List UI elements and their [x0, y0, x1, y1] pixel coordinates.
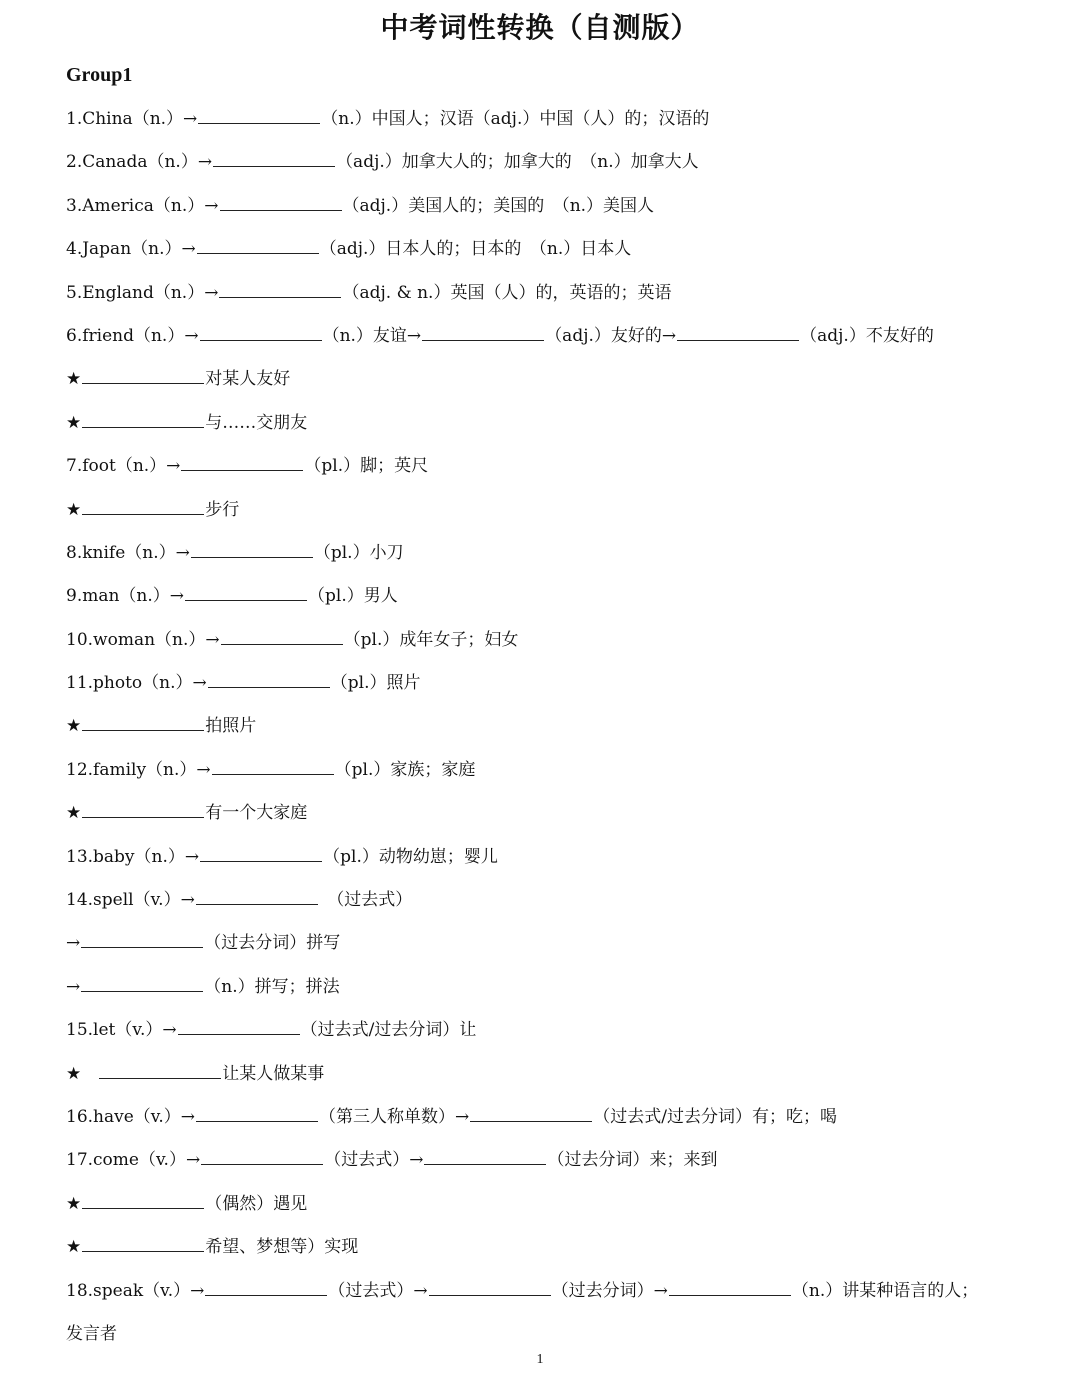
exercise-line	[66, 1053, 1056, 1096]
exercise-line	[66, 98, 1056, 141]
line-text: 13.baby（n.）→	[66, 846, 200, 867]
line-text: （adj.）友好的→	[545, 325, 677, 346]
line-text: （过去分词）来；来到	[547, 1150, 718, 1171]
line-text: （pl.）男人	[308, 586, 398, 607]
answer-blank[interactable]	[99, 1062, 221, 1079]
line-text: 4.Japan（n.）→	[66, 239, 196, 260]
line-text: ★	[66, 1237, 82, 1258]
exercise-line	[66, 922, 1056, 965]
answer-blank[interactable]	[82, 1192, 204, 1209]
answer-blank[interactable]	[221, 628, 343, 645]
exercise-line	[66, 445, 1056, 488]
group-title: Group1	[66, 64, 133, 86]
answer-blank[interactable]	[185, 584, 307, 601]
exercise-line	[66, 315, 1056, 358]
answer-blank[interactable]	[200, 324, 322, 341]
answer-blank[interactable]	[429, 1279, 551, 1296]
answer-blank[interactable]	[197, 237, 319, 254]
line-text: （pl.）脚；英尺	[304, 456, 429, 477]
line-text: （pl.）成年女子；妇女	[343, 629, 519, 650]
line-text: 7.foot（n.）→	[66, 456, 181, 477]
line-text: （pl.）家族；家庭	[334, 759, 476, 780]
line-text: ★	[66, 499, 82, 520]
exercise-line	[66, 705, 1056, 748]
exercise-line	[66, 402, 1056, 445]
line-text: 5.England（n.）→	[66, 282, 219, 303]
line-text: →	[66, 933, 81, 954]
line-text: →	[66, 976, 81, 997]
answer-blank[interactable]	[82, 714, 204, 731]
line-text: 对某人友好	[205, 369, 291, 390]
answer-blank[interactable]	[198, 107, 320, 124]
answer-blank[interactable]	[81, 931, 203, 948]
line-text: （过去式）→	[324, 1150, 424, 1171]
line-text: 让某人做某事	[222, 1063, 325, 1084]
line-text: （过去式）	[318, 890, 413, 911]
line-text: （pl.）小刀	[313, 542, 404, 563]
line-text: 12.family（n.）→	[66, 759, 211, 780]
answer-blank[interactable]	[82, 367, 204, 384]
line-text: （n.）拼写；拼法	[204, 976, 340, 997]
line-text: 拍照片	[205, 716, 257, 737]
line-text: 1.China（n.）→	[66, 109, 198, 129]
exercise-line	[66, 966, 1056, 1009]
line-text: 10.woman（n.）→	[66, 629, 220, 650]
line-text: （偶然）遇见	[205, 1193, 308, 1214]
line-text: 17.come（v.）→	[66, 1150, 201, 1171]
exercise-line	[66, 1313, 1056, 1356]
answer-blank[interactable]	[424, 1148, 546, 1165]
line-text: （adj.）美国人的；美国的 （n.）美国人	[342, 195, 655, 216]
line-text: 14.spell（v.）→	[66, 890, 195, 911]
line-text: 11.photo（n.）→	[66, 673, 207, 694]
line-text: （第三人称单数）→	[319, 1106, 470, 1127]
answer-blank[interactable]	[81, 975, 203, 992]
line-text: 15.let（v.）→	[66, 1020, 177, 1041]
exercise-line	[66, 662, 1056, 705]
exercise-line	[66, 879, 1056, 922]
line-text: 16.have（v.）→	[66, 1106, 196, 1127]
answer-blank[interactable]	[205, 1279, 327, 1296]
answer-blank[interactable]	[200, 845, 322, 862]
answer-blank[interactable]	[178, 1018, 300, 1035]
exercise-line	[66, 185, 1056, 228]
exercise-line	[66, 792, 1056, 835]
answer-blank[interactable]	[82, 411, 204, 428]
exercise-line	[66, 489, 1056, 532]
exercise-line	[66, 1096, 1056, 1139]
line-text: （n.）中国人；汉语（adj.）中国（人）的；汉语的	[321, 109, 710, 129]
line-text: ★	[66, 1063, 99, 1084]
answer-blank[interactable]	[208, 671, 330, 688]
line-text: （adj.）日本人的；日本的 （n.）日本人	[319, 239, 632, 260]
exercise-line	[66, 575, 1056, 618]
answer-blank[interactable]	[220, 194, 342, 211]
answer-blank[interactable]	[422, 324, 544, 341]
exercise-line	[66, 1139, 1056, 1182]
answer-blank[interactable]	[82, 1235, 204, 1252]
line-text: ★	[66, 716, 82, 737]
line-text: 步行	[205, 499, 240, 520]
exercise-line	[66, 358, 1056, 401]
line-text: 希望、梦想等）实现	[205, 1237, 359, 1258]
line-text: （过去分词）→	[551, 1280, 668, 1301]
answer-blank[interactable]	[181, 454, 303, 471]
exercise-line	[66, 1270, 1056, 1313]
line-text: （pl.）动物幼崽；婴儿	[323, 846, 498, 867]
line-text: 8.knife（n.）→	[66, 542, 190, 563]
answer-blank[interactable]	[470, 1105, 592, 1122]
exercise-line	[66, 1183, 1056, 1226]
answer-blank[interactable]	[201, 1148, 323, 1165]
line-text: （过去式/过去分词）让	[300, 1020, 477, 1041]
line-text: 3.America（n.）→	[66, 195, 219, 216]
line-text: ★	[66, 369, 82, 390]
line-text: ★	[66, 412, 82, 433]
line-text: （过去式）→	[328, 1280, 428, 1301]
page-number: 1	[536, 1352, 544, 1367]
exercise-line	[66, 532, 1056, 575]
exercise-line	[66, 1226, 1056, 1269]
answer-blank[interactable]	[82, 801, 204, 818]
answer-blank[interactable]	[213, 150, 335, 167]
answer-blank[interactable]	[212, 758, 334, 775]
exercise-line	[66, 619, 1056, 662]
line-text: （adj. & n.）英国（人）的，英语的；英语	[342, 282, 672, 303]
line-text: 18.speak（v.）→	[66, 1280, 205, 1301]
line-text: （adj.）不友好的	[800, 325, 934, 346]
line-text: 发言者	[66, 1323, 117, 1344]
line-text: （pl.）照片	[330, 673, 421, 694]
answer-blank[interactable]	[196, 1105, 318, 1122]
line-text: （adj.）加拿大人的；加拿大的 （n.）加拿大人	[336, 152, 699, 173]
exercise-line	[66, 228, 1056, 271]
line-text: 与……交朋友	[205, 412, 308, 433]
answer-blank[interactable]	[677, 324, 799, 341]
line-text: （n.）讲某种语言的人；	[791, 1280, 979, 1301]
answer-blank[interactable]	[669, 1279, 791, 1296]
answer-blank[interactable]	[191, 541, 313, 558]
line-text: 有一个大家庭	[205, 803, 308, 824]
answer-blank[interactable]	[196, 888, 318, 905]
answer-blank[interactable]	[219, 281, 341, 298]
exercise-line	[66, 141, 1056, 184]
line-text: 6.friend（n.）→	[66, 325, 199, 346]
line-text: （n.）友谊→	[322, 325, 422, 346]
answer-blank[interactable]	[82, 498, 204, 515]
exercise-line	[66, 749, 1056, 792]
line-text: ★	[66, 803, 82, 824]
line-text: 9.man（n.）→	[66, 586, 185, 607]
exercise-line	[66, 272, 1056, 315]
page-title: 中考词性转换（自测版）	[380, 11, 700, 44]
exercise-list	[66, 98, 1056, 1356]
exercise-line	[66, 836, 1056, 879]
line-text: （过去分词）拼写	[204, 933, 341, 954]
line-text: （过去式/过去分词）有；吃；喝	[593, 1106, 838, 1127]
exercise-line	[66, 1009, 1056, 1052]
line-text: 2.Canada（n.）→	[66, 152, 213, 173]
line-text: ★	[66, 1193, 82, 1214]
